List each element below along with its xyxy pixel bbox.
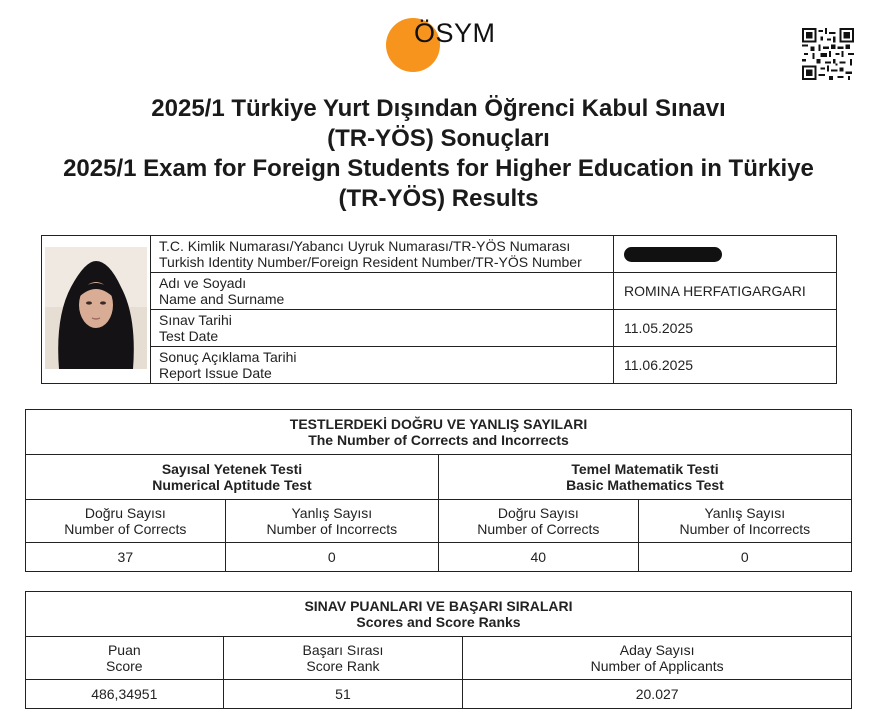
test-name-numerical: Sayısal Yetenek Testi Numerical Aptitude Test xyxy=(26,455,439,500)
redaction-mark xyxy=(624,247,722,262)
score-header: Puan Score xyxy=(26,637,224,680)
photo-cell xyxy=(42,236,151,384)
candidate-photo xyxy=(45,247,147,369)
test-date-value: 11.05.2025 xyxy=(614,310,837,347)
title-en-line2: (TR-YÖS) Results xyxy=(338,185,539,212)
title-en-line1: 2025/1 Exam for Foreign Students for Higher Education in Türkiye xyxy=(63,155,814,182)
title-tr-line2: (TR-YÖS) Sonuçları xyxy=(327,125,550,152)
test-name-basic-math: Temel Matematik Testi Basic Mathematics Test xyxy=(438,455,851,500)
name-value: ROMINA HERFATIGARGARI xyxy=(614,273,837,310)
scores-table xyxy=(25,591,852,709)
name-label: Adı ve Soyadı Name and Surname xyxy=(151,273,614,310)
counts-title: TESTLERDEKİ DOĞRU VE YANLIŞ SAYILARI The Number of Corrects and Incorrects xyxy=(26,410,852,455)
counts-table xyxy=(25,409,852,572)
id-number-value xyxy=(614,236,837,273)
applicants-header: Aday Sayısı Number of Applicants xyxy=(463,637,852,680)
numerical-incorrect-value: 0 xyxy=(225,543,438,572)
rank-header: Başarı Sırası Score Rank xyxy=(223,637,463,680)
score-value: 486,34951 xyxy=(26,680,224,709)
incorrect-header: Yanlış Sayısı Number of Incorrects xyxy=(225,500,438,543)
math-incorrect-value: 0 xyxy=(638,543,851,572)
applicants-value: 20.027 xyxy=(463,680,852,709)
scores-title: SINAV PUANLARI VE BAŞARI SIRALARI Scores and Score Ranks xyxy=(26,592,852,637)
incorrect-header: Yanlış Sayısı Number of Incorrects xyxy=(638,500,851,543)
logo-text: ÖSYM xyxy=(414,18,496,48)
correct-header: Doğru Sayısı Number of Corrects xyxy=(438,500,638,543)
title-tr-line1: 2025/1 Türkiye Yurt Dışından Öğrenci Kabul Sınavı xyxy=(151,95,726,122)
id-number-label: T.C. Kimlik Numarası/Yabancı Uyruk Numarası/TR-YÖS Numarası Turkish Identity Number/Foreign Resident Number/TR-YÖS Number xyxy=(151,236,614,273)
report-date-value: 11.06.2025 xyxy=(614,347,837,384)
osym-logo xyxy=(386,14,506,74)
test-date-label: Sınav Tarihi Test Date xyxy=(151,310,614,347)
document-title xyxy=(0,94,877,214)
rank-value: 51 xyxy=(223,680,463,709)
correct-header: Doğru Sayısı Number of Corrects xyxy=(26,500,226,543)
candidate-info-table xyxy=(41,235,837,384)
report-date-label: Sonuç Açıklama Tarihi Report Issue Date xyxy=(151,347,614,384)
math-correct-value: 40 xyxy=(438,543,638,572)
qr-code-icon xyxy=(802,28,854,80)
numerical-correct-value: 37 xyxy=(26,543,226,572)
